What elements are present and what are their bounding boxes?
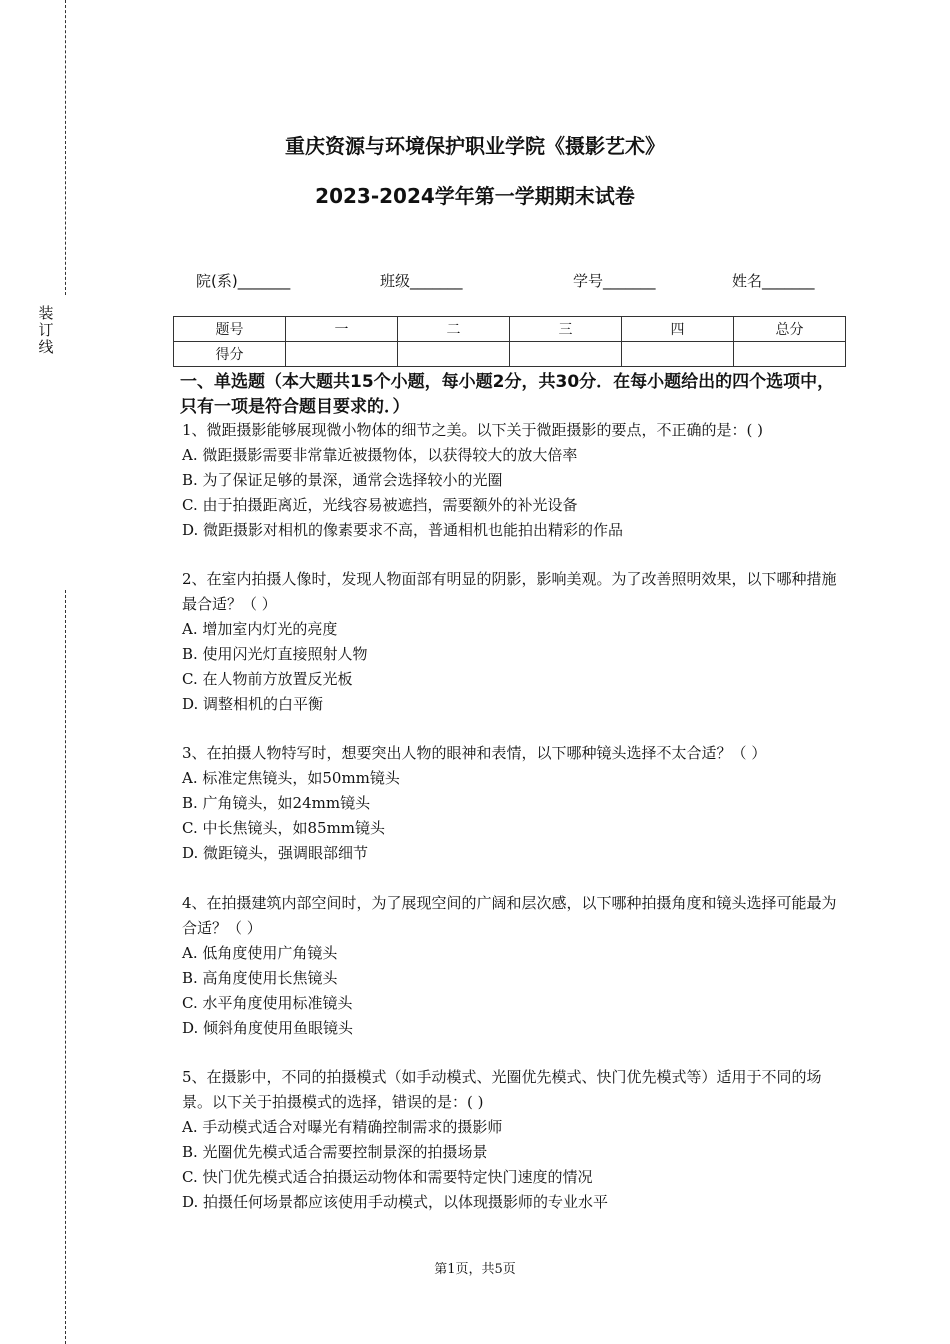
score-table-score-row xyxy=(174,342,846,367)
option-c: C. 快门优先模式适合拍摄运动物体和需要特定快门速度的情况 xyxy=(182,1168,593,1186)
score-table-header-cell: 四 xyxy=(622,317,734,342)
option-a: A. 低角度使用广角镜头 xyxy=(182,944,338,962)
department-field[interactable]: 院(系)_______ xyxy=(196,272,291,290)
name-field[interactable]: 姓名_______ xyxy=(732,272,815,290)
score-table-header-cell: 二 xyxy=(398,317,510,342)
option-c: C. 中长焦镜头，如85mm镜头 xyxy=(182,819,386,837)
option-b: B. 使用闪光灯直接照射人物 xyxy=(182,645,368,663)
question-stem: 1、微距摄影能够展现微小物体的细节之美。以下关于微距摄影的要点，不正确的是：( ) xyxy=(182,421,764,439)
score-cell[interactable] xyxy=(510,342,622,367)
score-table-header-cell: 总分 xyxy=(734,317,846,342)
option-d: D. 倾斜角度使用鱼眼镜头 xyxy=(182,1019,354,1037)
option-a: A. 增加室内灯光的亮度 xyxy=(182,620,338,638)
option-d: D. 拍摄任何场景都应该使用手动模式，以体现摄影师的专业水平 xyxy=(182,1193,609,1211)
exam-title-line1: 重庆资源与环境保护职业学院《摄影艺术》 xyxy=(285,134,665,158)
option-b: B. 为了保证足够的景深，通常会选择较小的光圈 xyxy=(182,471,503,489)
option-b: B. 广角镜头，如24mm镜头 xyxy=(182,794,371,812)
binding-line-bottom xyxy=(65,590,66,1344)
option-d: D. 微距镜头，强调眼部细节 xyxy=(182,844,369,862)
score-cell[interactable] xyxy=(398,342,510,367)
exam-title-line2: 2023-2024学年第一学期期末试卷 xyxy=(315,184,635,208)
option-a: A. 标准定焦镜头，如50mm镜头 xyxy=(182,769,400,787)
question-stem: 2、在室内拍摄人像时，发现人物面部有明显的阴影，影响美观。为了改善照明效果，以下哪种措施最合适？（ ） xyxy=(182,570,837,613)
section-heading: 一、单选题（本大题共15个小题，每小题2分，共30分．在每小题给出的四个选项中，只有一项是符合题目要求的．） xyxy=(180,372,835,417)
score-cell[interactable] xyxy=(734,342,846,367)
binding-char: 装 xyxy=(38,304,54,322)
question-5 xyxy=(182,1065,842,1215)
score-table-header-cell: 一 xyxy=(286,317,398,342)
question-stem: 5、在摄影中，不同的拍摄模式（如手动模式、光圈优先模式、快门优先模式等）适用于不同的场景。以下关于拍摄模式的选择，错误的是：( ) xyxy=(182,1068,822,1111)
question-3 xyxy=(182,741,842,866)
option-d: D. 调整相机的白平衡 xyxy=(182,695,324,713)
score-cell[interactable] xyxy=(286,342,398,367)
question-1 xyxy=(182,418,842,543)
page-footer: 第1页，共5页 xyxy=(434,1262,516,1277)
score-row-label: 得分 xyxy=(174,342,286,367)
option-b: B. 光圈优先模式适合需要控制景深的拍摄场景 xyxy=(182,1143,488,1161)
option-d: D. 微距摄影对相机的像素要求不高，普通相机也能拍出精彩的作品 xyxy=(182,521,624,539)
question-2 xyxy=(182,567,842,717)
student-id-field[interactable]: 学号_______ xyxy=(573,272,656,290)
score-table xyxy=(173,316,846,367)
score-table-header-cell: 题号 xyxy=(174,317,286,342)
option-c: C. 水平角度使用标准镜头 xyxy=(182,994,353,1012)
option-a: A. 手动模式适合对曝光有精确控制需求的摄影师 xyxy=(182,1118,503,1136)
question-4 xyxy=(182,891,842,1041)
binding-label xyxy=(38,305,54,356)
binding-char: 订 xyxy=(38,321,54,339)
option-c: C. 在人物前方放置反光板 xyxy=(182,670,353,688)
option-b: B. 高角度使用长焦镜头 xyxy=(182,969,338,987)
question-stem: 3、在拍摄人物特写时，想要突出人物的眼神和表情，以下哪种镜头选择不太合适？（ ） xyxy=(182,744,767,762)
option-c: C. 由于拍摄距离近，光线容易被遮挡，需要额外的补光设备 xyxy=(182,496,578,514)
question-stem: 4、在拍摄建筑内部空间时，为了展现空间的广阔和层次感，以下哪种拍摄角度和镜头选择可能最为合适？（ ） xyxy=(182,894,837,937)
class-field[interactable]: 班级_______ xyxy=(380,272,463,290)
score-cell[interactable] xyxy=(622,342,734,367)
score-table-header-cell: 三 xyxy=(510,317,622,342)
option-a: A. 微距摄影需要非常靠近被摄物体，以获得较大的放大倍率 xyxy=(182,446,578,464)
score-table-header-row xyxy=(174,317,846,342)
binding-char: 线 xyxy=(38,338,54,356)
